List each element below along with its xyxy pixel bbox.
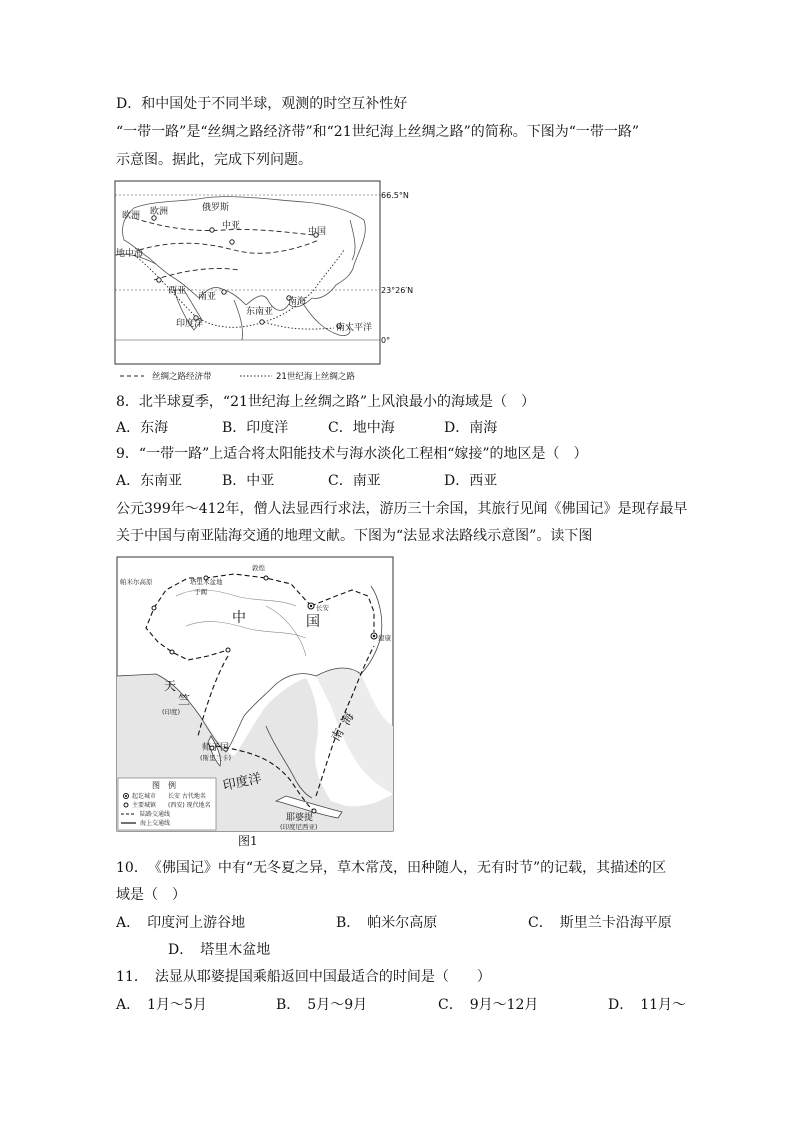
map1-label-southeast-asia: 东南亚 — [246, 307, 274, 317]
q8-option-a: A．东海 — [116, 420, 169, 436]
belt-road-map — [114, 180, 414, 386]
intro1-line2: 示意图。据此，完成下列问题。 — [116, 152, 312, 168]
map1-label-indian-ocean: 印度洋 — [176, 319, 204, 329]
intro2-line2: 关于中国与南亚陆海交通的地理文献。下图为“法显求法路线示意图”。读下图 — [116, 528, 593, 544]
map2-legend-l3: 陆路交通线 — [140, 811, 171, 818]
q8-option-c: C．地中海 — [328, 420, 395, 436]
map2-label-shizi-sub: (斯里兰卡) — [200, 754, 232, 762]
q9-option-d: D．西亚 — [444, 473, 498, 489]
q9-stem: 9．“一带一路”上适合将太阳能技术与海水淡化工程相“嫁接”的地区是（ ） — [116, 446, 588, 462]
map1-label-south-asia: 南亚 — [198, 292, 217, 302]
faxian-route-map — [116, 556, 396, 848]
map1-label-europe2: 欧洲 — [150, 207, 169, 217]
belt-road-map-svg — [114, 180, 414, 386]
intro2-line1: 公元399年～412年，僧人法显西行求法，游历三十余国，其旅行见闻《佛国记》是现存最早 — [116, 501, 688, 517]
q11-option-d: D． 11月～ — [608, 997, 687, 1013]
map2-label-china1: 中 — [232, 610, 246, 626]
q8-stem: 8．北半球夏季，“21世纪海上丝绸之路”上风浪最小的海域是（ ） — [116, 394, 536, 410]
intro1-line1: “一带一路”是“丝绸之路经济带”和“21世纪海上丝绸之路”的简称。下图为“一带一路” — [116, 124, 640, 140]
map1-label-russia: 俄罗斯 — [202, 203, 230, 213]
map2-label-india-sub: (印度) — [162, 708, 181, 716]
faxian-route-map-svg — [116, 556, 396, 848]
legend-sea-label: 21世纪海上丝绸之路 — [276, 372, 355, 382]
map2-legend-l2b: (西安) 现代地名 — [168, 802, 211, 809]
q10-option-c: C． 斯里兰卡沿海平原 — [528, 915, 672, 931]
map1-label-south-pacific: 南太平洋 — [336, 323, 373, 333]
map2-legend-title: 图 例 — [152, 781, 176, 790]
map2-label-nanhai1: 南 — [328, 726, 347, 744]
map2-label-pamir: 帕米尔高原 — [120, 578, 153, 586]
q10-stem-line1: 10． 《佛国记》中有“无冬夏之异，草木常茂，田种随人，无有时节”的记载，其描述的区 — [116, 860, 667, 876]
map2-label-dunhuang: 敦煌 — [252, 564, 265, 572]
map1-label-south-china-sea: 南海 — [288, 297, 307, 307]
map2-label-khotan: 于阗 — [194, 588, 207, 596]
map1-label-lat-arctic: 66.5°N — [381, 191, 409, 200]
q9-option-a: A．东南亚 — [116, 473, 183, 489]
map2-label-india: 天 — [164, 679, 177, 693]
q11-stem: 11． 法显从耶婆提国乘船返回中国最适合的时间是（ ） — [116, 969, 491, 985]
map1-label-mediterranean: 地中海 — [116, 249, 144, 259]
map1-label-lat-equator: 0° — [381, 336, 391, 345]
q11-option-a: A． 1月～5月 — [116, 997, 207, 1013]
q10-stem-line2: 域是（ ） — [116, 887, 186, 903]
q7-option-d: D．和中国处于不同半球，观测的时空互补性好 — [116, 96, 408, 112]
map2-label-jianye: 建康 — [378, 634, 391, 642]
map1-label-europe1: 欧洲 — [122, 211, 141, 221]
map2-legend-l1: 起讫城市 — [132, 793, 157, 800]
map2-label-china2: 国 — [306, 614, 320, 630]
map1-label-china: 中国 — [308, 227, 327, 237]
map1-label-west-asia: 西亚 — [168, 286, 187, 296]
q9-option-c: C．南亚 — [328, 473, 381, 489]
q10-option-b: B． 帕米尔高原 — [336, 915, 438, 931]
map2-legend-l1b: 长安 古代地名 — [168, 793, 206, 800]
map2-label-india2: 竺 — [178, 693, 191, 707]
q8-option-b: B．印度洋 — [222, 420, 289, 436]
map2-label-nanhai2: 海 — [338, 710, 357, 728]
map2-legend-l4: 海上交通线 — [140, 820, 171, 827]
map2-label-indian-ocean: 印度洋 — [221, 771, 263, 794]
map2-caption: 图1 — [238, 834, 258, 848]
map2-label-changan: 长安 — [316, 604, 329, 612]
map1-label-central-asia: 中亚 — [222, 221, 241, 231]
q8-option-d: D．南海 — [444, 420, 498, 436]
legend-land-label: 丝绸之路经济带 — [152, 372, 212, 382]
q11-option-b: B． 5月～9月 — [276, 997, 368, 1013]
q11-option-c: C． 9月～12月 — [438, 997, 539, 1013]
map2-legend-l2: 主要城镇 — [132, 802, 157, 809]
q9-option-b: B．中亚 — [222, 473, 275, 489]
map2-label-yepoti: 耶婆提 — [286, 813, 314, 823]
q10-option-d: D． 塔里木盆地 — [168, 942, 271, 958]
map2-label-tarim: 塔里木盆地 — [190, 578, 223, 586]
map1-label-lat-tropic: 23°26′N — [381, 286, 414, 295]
q10-option-a: A． 印度河上游谷地 — [116, 915, 246, 931]
map2-label-shizi: 师子国 — [202, 743, 230, 753]
map2-label-yepoti-sub: (印度尼西亚) — [280, 823, 318, 831]
